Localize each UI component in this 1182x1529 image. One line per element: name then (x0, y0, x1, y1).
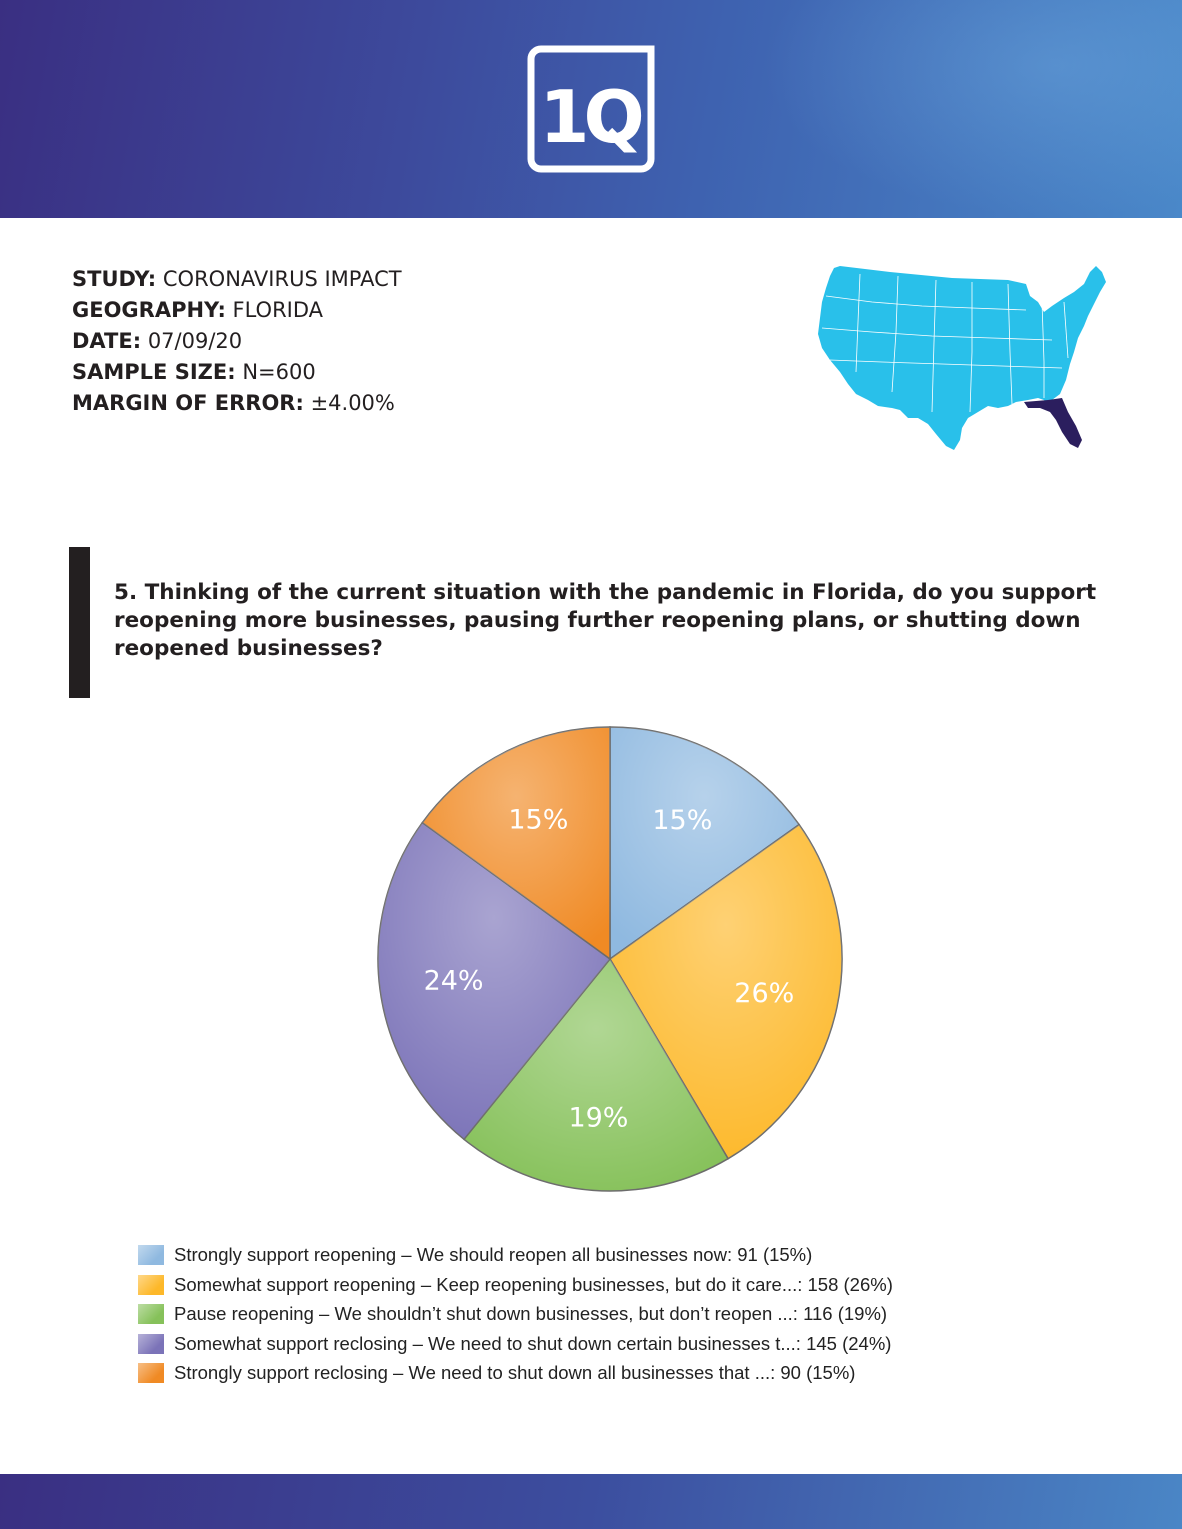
pie-label-somewhat-support-reopening: 26% (734, 977, 795, 1009)
question-accent-bar (69, 547, 90, 698)
legend-label: Strongly support reopening – We should reopen all businesses now: 91 (15%) (174, 1244, 813, 1265)
study-value: CORONAVIRUS IMPACT (162, 267, 402, 291)
legend-label: Somewhat support reclosing – We need to shut down certain businesses t...: 145 (24%) (174, 1332, 892, 1354)
legend-item-somewhat-support-reopening (138, 1272, 1138, 1302)
legend-item-strongly-support-reclosing (138, 1360, 1138, 1390)
pie-chart (360, 715, 860, 1215)
legend-item-somewhat-support-reclosing (138, 1331, 1138, 1361)
sample-size-value: N=600 (242, 360, 316, 384)
legend-swatch (138, 1363, 164, 1383)
header-banner (0, 0, 1182, 218)
legend-swatch (138, 1304, 164, 1324)
pie-label-strongly-support-reclosing: 15% (508, 804, 569, 836)
study-row (72, 264, 402, 295)
pie-label-pause-reopening: 19% (568, 1102, 629, 1134)
pie-label-somewhat-support-reclosing: 24% (423, 965, 484, 997)
legend-swatch (138, 1334, 164, 1354)
study-info (72, 264, 402, 419)
legend-label: Strongly support reclosing – We need to shut down all businesses that ...: 90 (15%) (174, 1362, 856, 1383)
pie-label-strongly-support-reopening: 15% (652, 804, 713, 836)
margin-of-error-value: ±4.00% (310, 391, 395, 415)
date-value: 07/09/20 (147, 329, 243, 353)
geography-label: GEOGRAPHY: (72, 298, 226, 322)
header-glow (762, 0, 1182, 218)
logo-text: 1Q (539, 75, 639, 159)
legend-item-pause-reopening (138, 1301, 1138, 1331)
date-row (72, 326, 402, 357)
study-label: STUDY: (72, 267, 157, 291)
chart-legend (138, 1242, 1138, 1390)
us-map (812, 262, 1112, 454)
legend-swatch (138, 1245, 164, 1265)
legend-label: Somewhat support reopening – Keep reopening businesses, but do it care...: 158 (26%) (174, 1273, 893, 1295)
1q-logo (527, 45, 655, 173)
margin-of-error-row (72, 388, 402, 419)
sample-size-row (72, 357, 402, 388)
florida-highlight (1024, 398, 1082, 448)
margin-of-error-label: MARGIN OF ERROR: (72, 391, 304, 415)
geography-value: FLORIDA (232, 298, 324, 322)
footer-banner (0, 1474, 1182, 1529)
question-text: 5. Thinking of the current situation with the pandemic in Florida, do you support reopening more businesses, pausing further reopening plans, or shutting down reopened businesses? (114, 580, 1097, 661)
geography-row (72, 295, 402, 326)
legend-label: Pause reopening – We shouldn’t shut down businesses, but don’t reopen ...: 116 (19%) (174, 1303, 888, 1324)
sample-size-label: SAMPLE SIZE: (72, 360, 236, 384)
legend-item-strongly-support-reopening (138, 1242, 1138, 1272)
date-label: DATE: (72, 329, 142, 353)
legend-swatch (138, 1275, 164, 1295)
